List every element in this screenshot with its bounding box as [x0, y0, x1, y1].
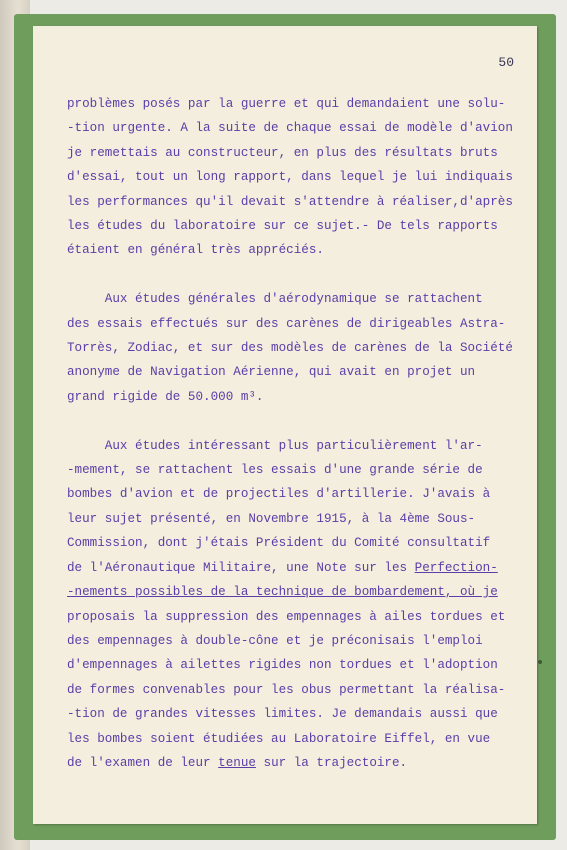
text-segment: sur la trajectoire. — [255, 755, 408, 770]
text-line: -tion de grandes vitesses limites. Je demandais aussi que — [67, 707, 498, 722]
text-line: d'essai, tout un long rapport, dans lequel je lui indiquais — [67, 170, 513, 185]
margin-mark — [538, 660, 542, 664]
text-line: bombes d'avion et de projectiles d'artillerie. J'avais à — [67, 487, 491, 502]
text-line: Torrès, Zodiac, et sur des modèles de carènes de la Société — [67, 341, 513, 356]
page-number: 50 — [498, 55, 514, 70]
underlined-line: -nements possibles de la technique de bombardement, où je — [67, 585, 498, 600]
text-line: les performances qu'il devait s'attendre à réaliser,d'après — [67, 194, 513, 209]
text-line: leur sujet présenté, en Novembre 1915, à la 4ème Sous- — [67, 511, 476, 526]
text-line: Commission, dont j'étais Président du Comité consultatif — [67, 536, 491, 551]
text-segment: de l'Aéronautique Militaire, une Note sur les — [67, 560, 415, 575]
paragraph-1 — [67, 92, 513, 263]
text-line: étaient en général très appréciés. — [67, 243, 324, 258]
body-text — [67, 92, 513, 800]
paragraph-3 — [67, 434, 507, 776]
text-line: de formes convenables pour les obus permettant la réalisa- — [67, 682, 506, 697]
text-line: -tion urgente. A la suite de chaque essai de modèle d'avion — [67, 121, 513, 136]
text-line: grand rigide de 50.000 m³. — [67, 389, 264, 404]
underlined-word: tenue — [218, 755, 256, 770]
text-line — [67, 751, 507, 775]
text-segment: de l'examen de leur — [67, 755, 219, 770]
text-line: Aux études générales d'aérodynamique se rattachent — [67, 292, 483, 307]
text-line: des empennages à double-cône et je préconisais l'emploi — [67, 633, 483, 648]
text-line: les études du laboratoire sur ce sujet.- De tels rapports — [67, 219, 498, 234]
text-line: je remettais au constructeur, en plus des résultats bruts — [67, 145, 498, 160]
text-line: proposais la suppression des empennages à ailes tordues et — [67, 609, 506, 624]
text-line — [67, 556, 507, 580]
text-line: d'empennages à ailettes rigides non tordues et l'adoption — [67, 658, 498, 673]
text-line: anonyme de Navigation Aérienne, qui avait en projet un — [67, 365, 476, 380]
paragraph-2 — [67, 287, 513, 409]
text-line: -mement, se rattachent les essais d'une grande série de — [67, 463, 483, 478]
text-line: Aux études intéressant plus particulièrement l'ar- — [67, 438, 483, 453]
text-line: problèmes posés par la guerre et qui demandaient une solu- — [67, 97, 506, 111]
underlined-word: Perfection- — [414, 560, 498, 575]
text-line: les bombes soient étudiées au Laboratoire Eiffel, en vue — [67, 731, 491, 746]
text-line: des essais effectués sur des carènes de dirigeables Astra- — [67, 316, 506, 331]
